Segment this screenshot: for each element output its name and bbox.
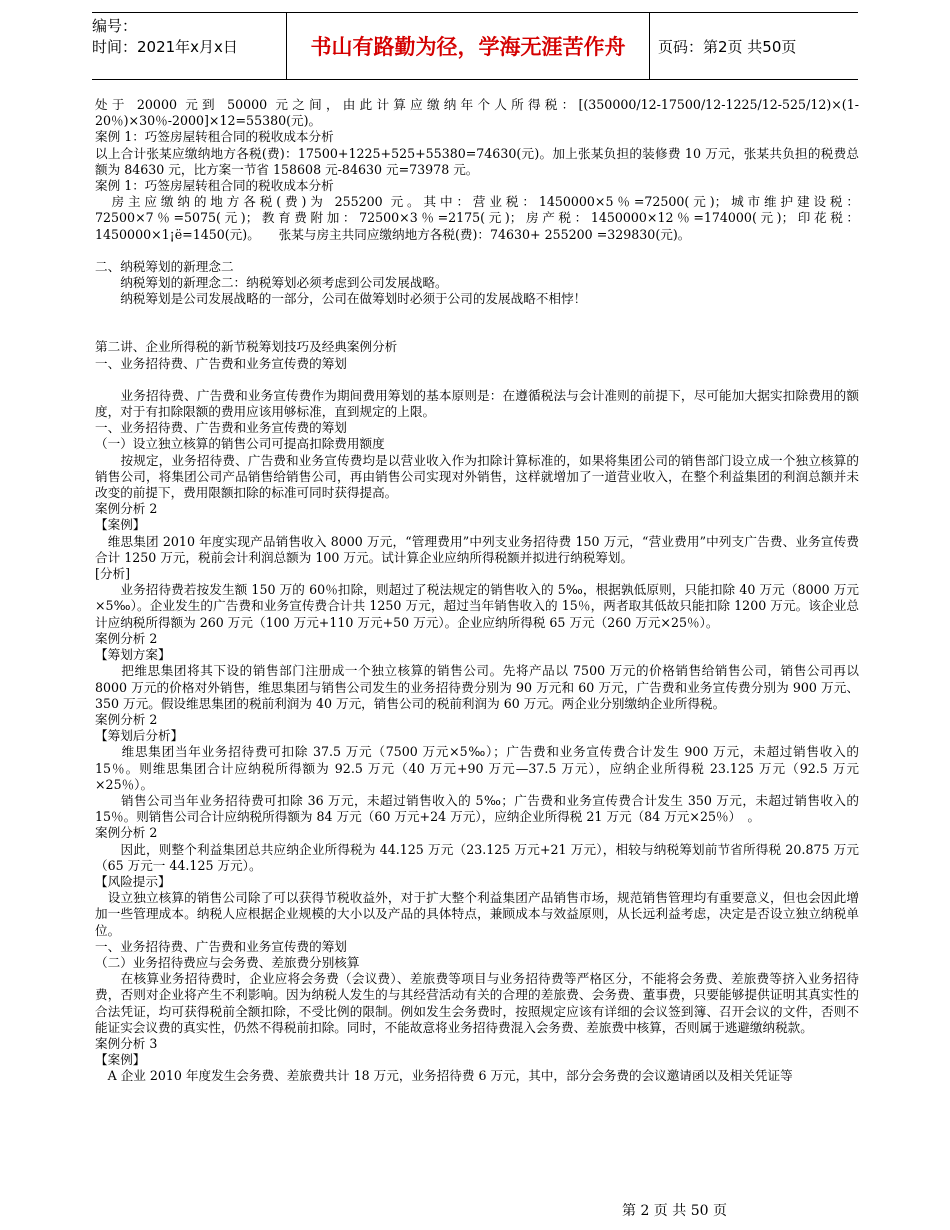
page-footer: 第 2 页 共 50 页 [622, 1203, 727, 1219]
number-label: 编号： [92, 17, 138, 35]
paragraph: 案例分析 2 [95, 825, 158, 841]
blank-line [95, 307, 859, 323]
paragraph: 【风险提示】 [95, 873, 171, 889]
paragraph: 在核算业务招待费时，企业应将会务费（会议费）、差旅费等项目与业务招待费等严格区分，不能将会务费、差旅费等挤入业务招待费，否则对企业将产生不利影响。因为纳税人发生的与其经营活动有关的合理的差旅费、会务费、董事费，只要能够提供证明其真实性的合法凭证，均可获得税前全额扣除，不受比例的限制。例如发生会务费时，按照规定应该有详细的会议签到簿、召开会议的文件，否则不能证实会议费的真实性，仍然不得税前扣除。同时，不能故意将业务招待费混入会务费、差旅费中核算，否则属于逃避缴纳税款。 [95, 971, 859, 1035]
document-body [95, 97, 859, 1085]
blank-line [95, 323, 859, 339]
paragraph: 维思集团当年业务招待费可扣除 37.5 万元（7500 万元×5‰）；广告费和业务宣传费合计发生 900 万元，未超过销售收入的 15％。则维思集团合计应纳税所得额为 92.5 万元（40 万元+90 万元—37.5 万元），应纳企业所得税 23.125 万元（92.5 万元×25％）。 [95, 744, 859, 792]
paragraph: 以上合计张某应缴纳地方各税(费)：17500+1225+525+55380=74630(元)。加上张某负担的装修费 10 万元，张某共负担的税费总额为 84630 元，比方案一节省 158608 元-84630 元=73978 元。 [95, 145, 859, 177]
paragraph: 案例 1：巧签房屋转租合同的税收成本分析 [95, 178, 334, 194]
paragraph: 按规定，业务招待费、广告费和业务宣传费均是以营业收入作为扣除计算标准的，如果将集团公司的销售部门设立成一个独立核算的销售公司，将集团公司产品销售给销售公司，再由销售公司实现对外销售，这样就增加了一道营业收入，在整个利益集团的利润总额并未改变的前提下，费用限额扣除的标准可同时获得提高。 [95, 452, 859, 501]
paragraph: 【案例】 [95, 517, 146, 533]
paragraph: 【案例】 [95, 1052, 146, 1068]
paragraph: 案例分析 3 [95, 1035, 158, 1051]
paragraph: 案例 1：巧签房屋转租合同的税收成本分析 [95, 129, 334, 145]
paragraph: 【筹划后分析】 [95, 728, 184, 744]
paragraph: 一、业务招待费、广告费和业务宣传费的筹划 [95, 420, 347, 436]
paragraph: 把维思集团将其下设的销售部门注册成一个独立核算的销售公司。先将产品以 7500 万元的价格销售给销售公司，销售公司再以 8000 万元的价格对外销售，维思集团与销售公司发生的业务招待费分别为 90 万元和 60 万元，广告费和业务宣传费分别为 900 万元、350 万元。假设维思集团的税前利润为 40 万元，销售公司的税前利润为 60 万元。两企业分别缴纳企业所得税。 [95, 663, 859, 711]
page-header [92, 12, 858, 80]
paragraph: （一）设立独立核算的销售公司可提高扣除费用额度 [95, 436, 385, 452]
paragraph: 处于 20000 元到 50000 元之间，由此计算应缴纳年个人所得税：[(350000/12-17500/12-1225/12-525/12)×(1-20％)×30％-2000]×12=55380(元)。 [95, 97, 859, 129]
time-label: 时间：2021年x月x日 [92, 38, 238, 56]
blank-line [95, 243, 859, 259]
paragraph: 案例分析 2 [95, 501, 158, 517]
paragraph: 业务招待费若按发生额 150 万的 60％扣除，则超过了税法规定的销售收入的 5‰，根据孰低原则，只能扣除 40 万元（8000 万元×5‰）。企业发生的广告费和业务宣传费合计共 1250 万元，超过当年销售收入的 15％，两者取其低故只能扣除 1200 万元。该企业总计应纳税所得额为 260 万元（100 万元+110 万元+50 万元）。企业应纳所得税 65 万元（260 万元×25％）。 [95, 582, 859, 630]
paragraph: 维思集团 2010 年度实现产品销售收入 8000 万元，“管理费用”中列支业务招待费 150 万元，“营业费用”中列支广告费、业务宣传费合计 1250 万元，税前会计利润总额为 100 万元。试计算企业应纳所得税额并拟进行纳税筹划。 [95, 533, 859, 565]
paragraph: 二、纳税筹划的新理念二 [95, 258, 234, 274]
paragraph: 业务招待费、广告费和业务宣传费作为期间费用筹划的基本原则是：在遵循税法与会计准则的前提下，尽可能加大据实扣除费用的额度，对于有扣除限额的费用应该用够标准，直到规定的上限。 [95, 387, 859, 420]
paragraph: 【筹划方案】 [95, 647, 171, 663]
paragraph: 设立独立核算的销售公司除了可以获得节税收益外，对于扩大整个利益集团产品销售市场，规范销售管理均有重要意义，但也会因此增加一些管理成本。纳税人应根据企业规模的大小以及产品的具体特点，兼顾成本与效益原则，从长远利益考虑，决定是否设立独立纳税单位。 [95, 890, 859, 938]
paragraph: 房主应缴纳的地方各税(费)为 255200 元。其中：营业税：1450000×5％=72500(元)；城市维护建设税：72500×7％=5075(元)；教育费附加：72500×3％=2175(元)；房产税：1450000×12％=174000(元)；印花税：1450000×1¡ë=1450(元)。 张某与房主共同应缴纳地方各税(费)：74630+ 255200 =329830(元)。 [95, 194, 859, 242]
paragraph: 纳税筹划的新理念二：纳税筹划必须考虑到公司发展战略。 [95, 275, 448, 291]
blank-line [95, 372, 859, 388]
paragraph: 案例分析 2 [95, 630, 158, 646]
header-motto: 书山有路勤为径，学海无涯苦作舟 [287, 13, 650, 79]
paragraph: 纳税筹划是公司发展战略的一部分，公司在做筹划时必须于公司的发展战略不相悖！ [95, 291, 587, 307]
paragraph: 因此，则整个利益集团总共应纳企业所得税为 44.125 万元（23.125 万元+21 万元），相较与纳税筹划前节省所得税 20.875 万元（65 万元一 44.125 万元）。 [95, 841, 859, 873]
paragraph: A 企业 2010 年度发生会务费、差旅费共计 18 万元，业务招待费 6 万元，其中，部分会务费的会议邀请函以及相关凭证等 [95, 1068, 793, 1084]
paragraph: 第二讲、企业所得税的新节税筹划技巧及经典案例分析 [95, 339, 398, 355]
paragraph: 案例分析 2 [95, 711, 158, 727]
paragraph: 一、业务招待费、广告费和业务宣传费的筹划 [95, 938, 347, 954]
header-meta-cell [92, 13, 287, 79]
paragraph: （二）业务招待费应与会务费、差旅费分别核算 [95, 954, 360, 970]
paragraph: 一、业务招待费、广告费和业务宣传费的筹划 [95, 355, 347, 371]
header-page-number: 页码：第2页 共50页 [658, 37, 797, 56]
paragraph: 销售公司当年业务招待费可扣除 36 万元，未超过销售收入的 5‰；广告费和业务宣传费合计发生 350 万元，未超过销售收入的 15％。则销售公司合计应纳税所得额为 84 万元（60 万元+24 万元），应纳企业所得税 21 万元（84 万元×25％） 。 [95, 792, 859, 825]
paragraph: [分析] [95, 566, 131, 582]
